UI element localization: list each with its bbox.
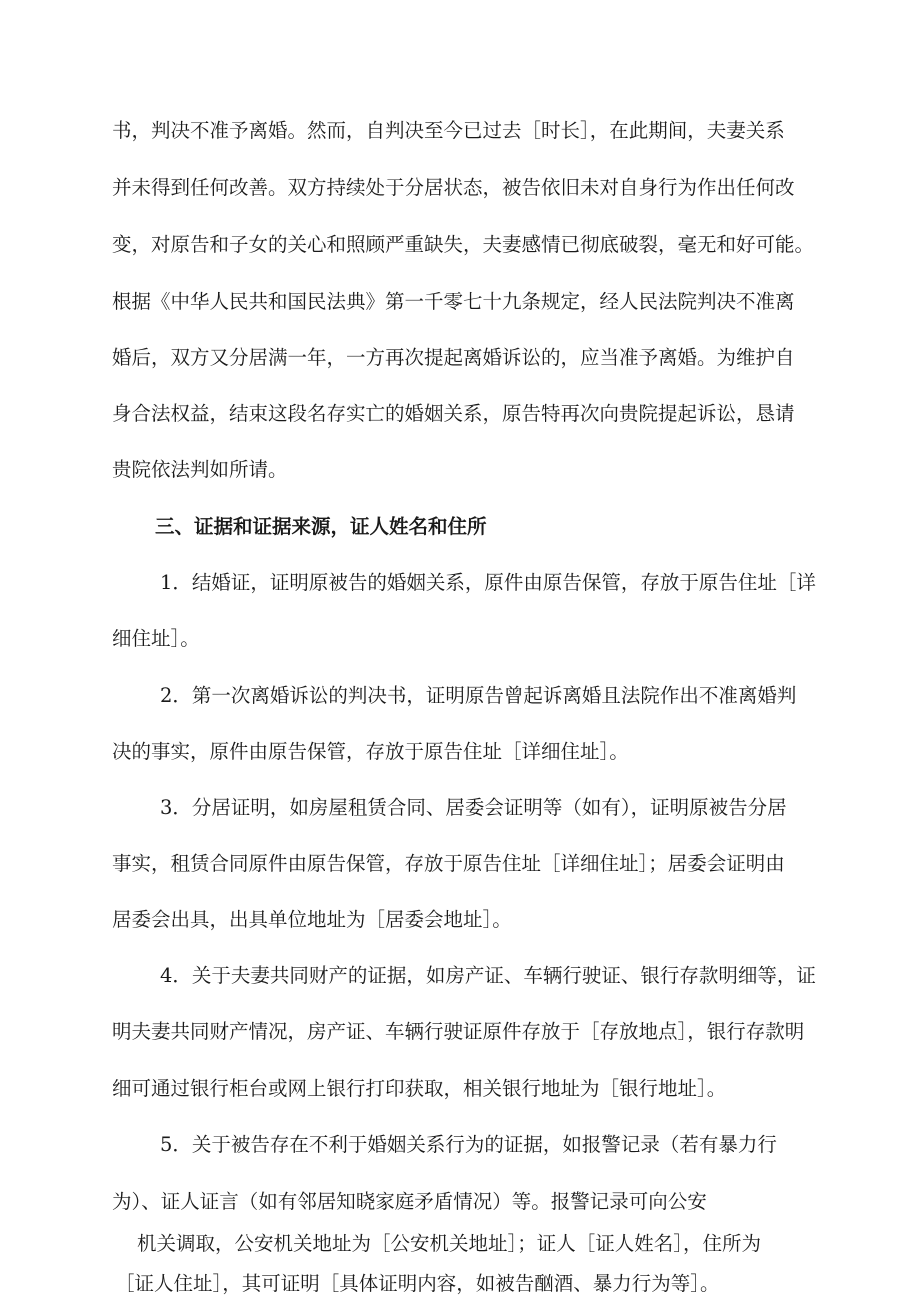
paragraph-line: 并未得到任何改善。双方持续处于分居状态，被告依旧未对自身行为作出任何改 <box>112 176 795 199</box>
paragraph-line: 变，对原告和子女的关心和照顾严重缺失，夫妻感情已彻底破裂，毫无和好可能。 <box>112 233 815 256</box>
evidence-item-3-line: 居委会出具，出具单位地址为［居委会地址］。 <box>112 908 512 931</box>
evidence-item-5-line: 机关调取，公安机关地址为［公安机关地址］；证人［证人姓名］，住所为 <box>137 1232 762 1255</box>
evidence-item-4-line: 明夫妻共同财产情况，房产证、车辆行驶证原件存放于［存放地点］，银行存款明 <box>112 1020 805 1043</box>
evidence-item-4-line: 细可通过银行柜台或网上银行打印获取，相关银行地址为［银行地址］。 <box>112 1077 727 1100</box>
paragraph-line: 婚后，双方又分居满一年，一方再次提起离婚诉讼的，应当准予离婚。为维护自 <box>112 346 795 369</box>
paragraph-line: 根据《中华人民共和国民法典》第一千零七十九条规定，经人民法院判决不准离 <box>112 290 795 313</box>
evidence-item-2-line: 决的事实，原件由原告保管，存放于原告住址［详细住址］。 <box>112 740 629 763</box>
evidence-item-5-line: ［证人住址］，其可证明［具体证明内容，如被告酗酒、暴力行为等］。 <box>115 1272 720 1295</box>
paragraph-line: 贵院依法判如所请。 <box>112 458 288 481</box>
evidence-item-3-line: 事实，租赁合同原件由原告保管，存放于原告住址［详细住址］；居委会证明由 <box>112 852 785 875</box>
evidence-item-5-line: 为）、证人证言（如有邻居知晓家庭矛盾情况）等。报警记录可向公安 <box>112 1190 707 1213</box>
paragraph-line: 身合法权益，结束这段名存实亡的婚姻关系，原告特再次向贵院提起诉讼，恳请 <box>112 402 795 425</box>
evidence-item-2-line: 2．第一次离婚诉讼的判决书，证明原告曾起诉离婚且法院作出不准离婚判 <box>160 684 797 707</box>
evidence-item-5-line: 5．关于被告存在不利于婚姻关系行为的证据，如报警记录（若有暴力行 <box>160 1133 777 1156</box>
evidence-item-3-line: 3．分居证明，如房屋租赁合同、居委会证明等（如有），证明原被告分居 <box>160 796 787 819</box>
evidence-item-1-line: 1．结婚证，证明原被告的婚姻关系，原件由原告保管，存放于原告住址［详 <box>160 571 816 594</box>
paragraph-line: 书，判决不准予离婚。然而，自判决至今已过去［时长］，在此期间，夫妻关系 <box>112 119 785 142</box>
section-heading: 三、证据和证据来源，证人姓名和住所 <box>155 515 487 538</box>
evidence-item-1-line: 细住址］。 <box>112 627 200 650</box>
evidence-item-4-line: 4．关于夫妻共同财产的证据，如房产证、车辆行驶证、银行存款明细等，证 <box>160 964 816 987</box>
